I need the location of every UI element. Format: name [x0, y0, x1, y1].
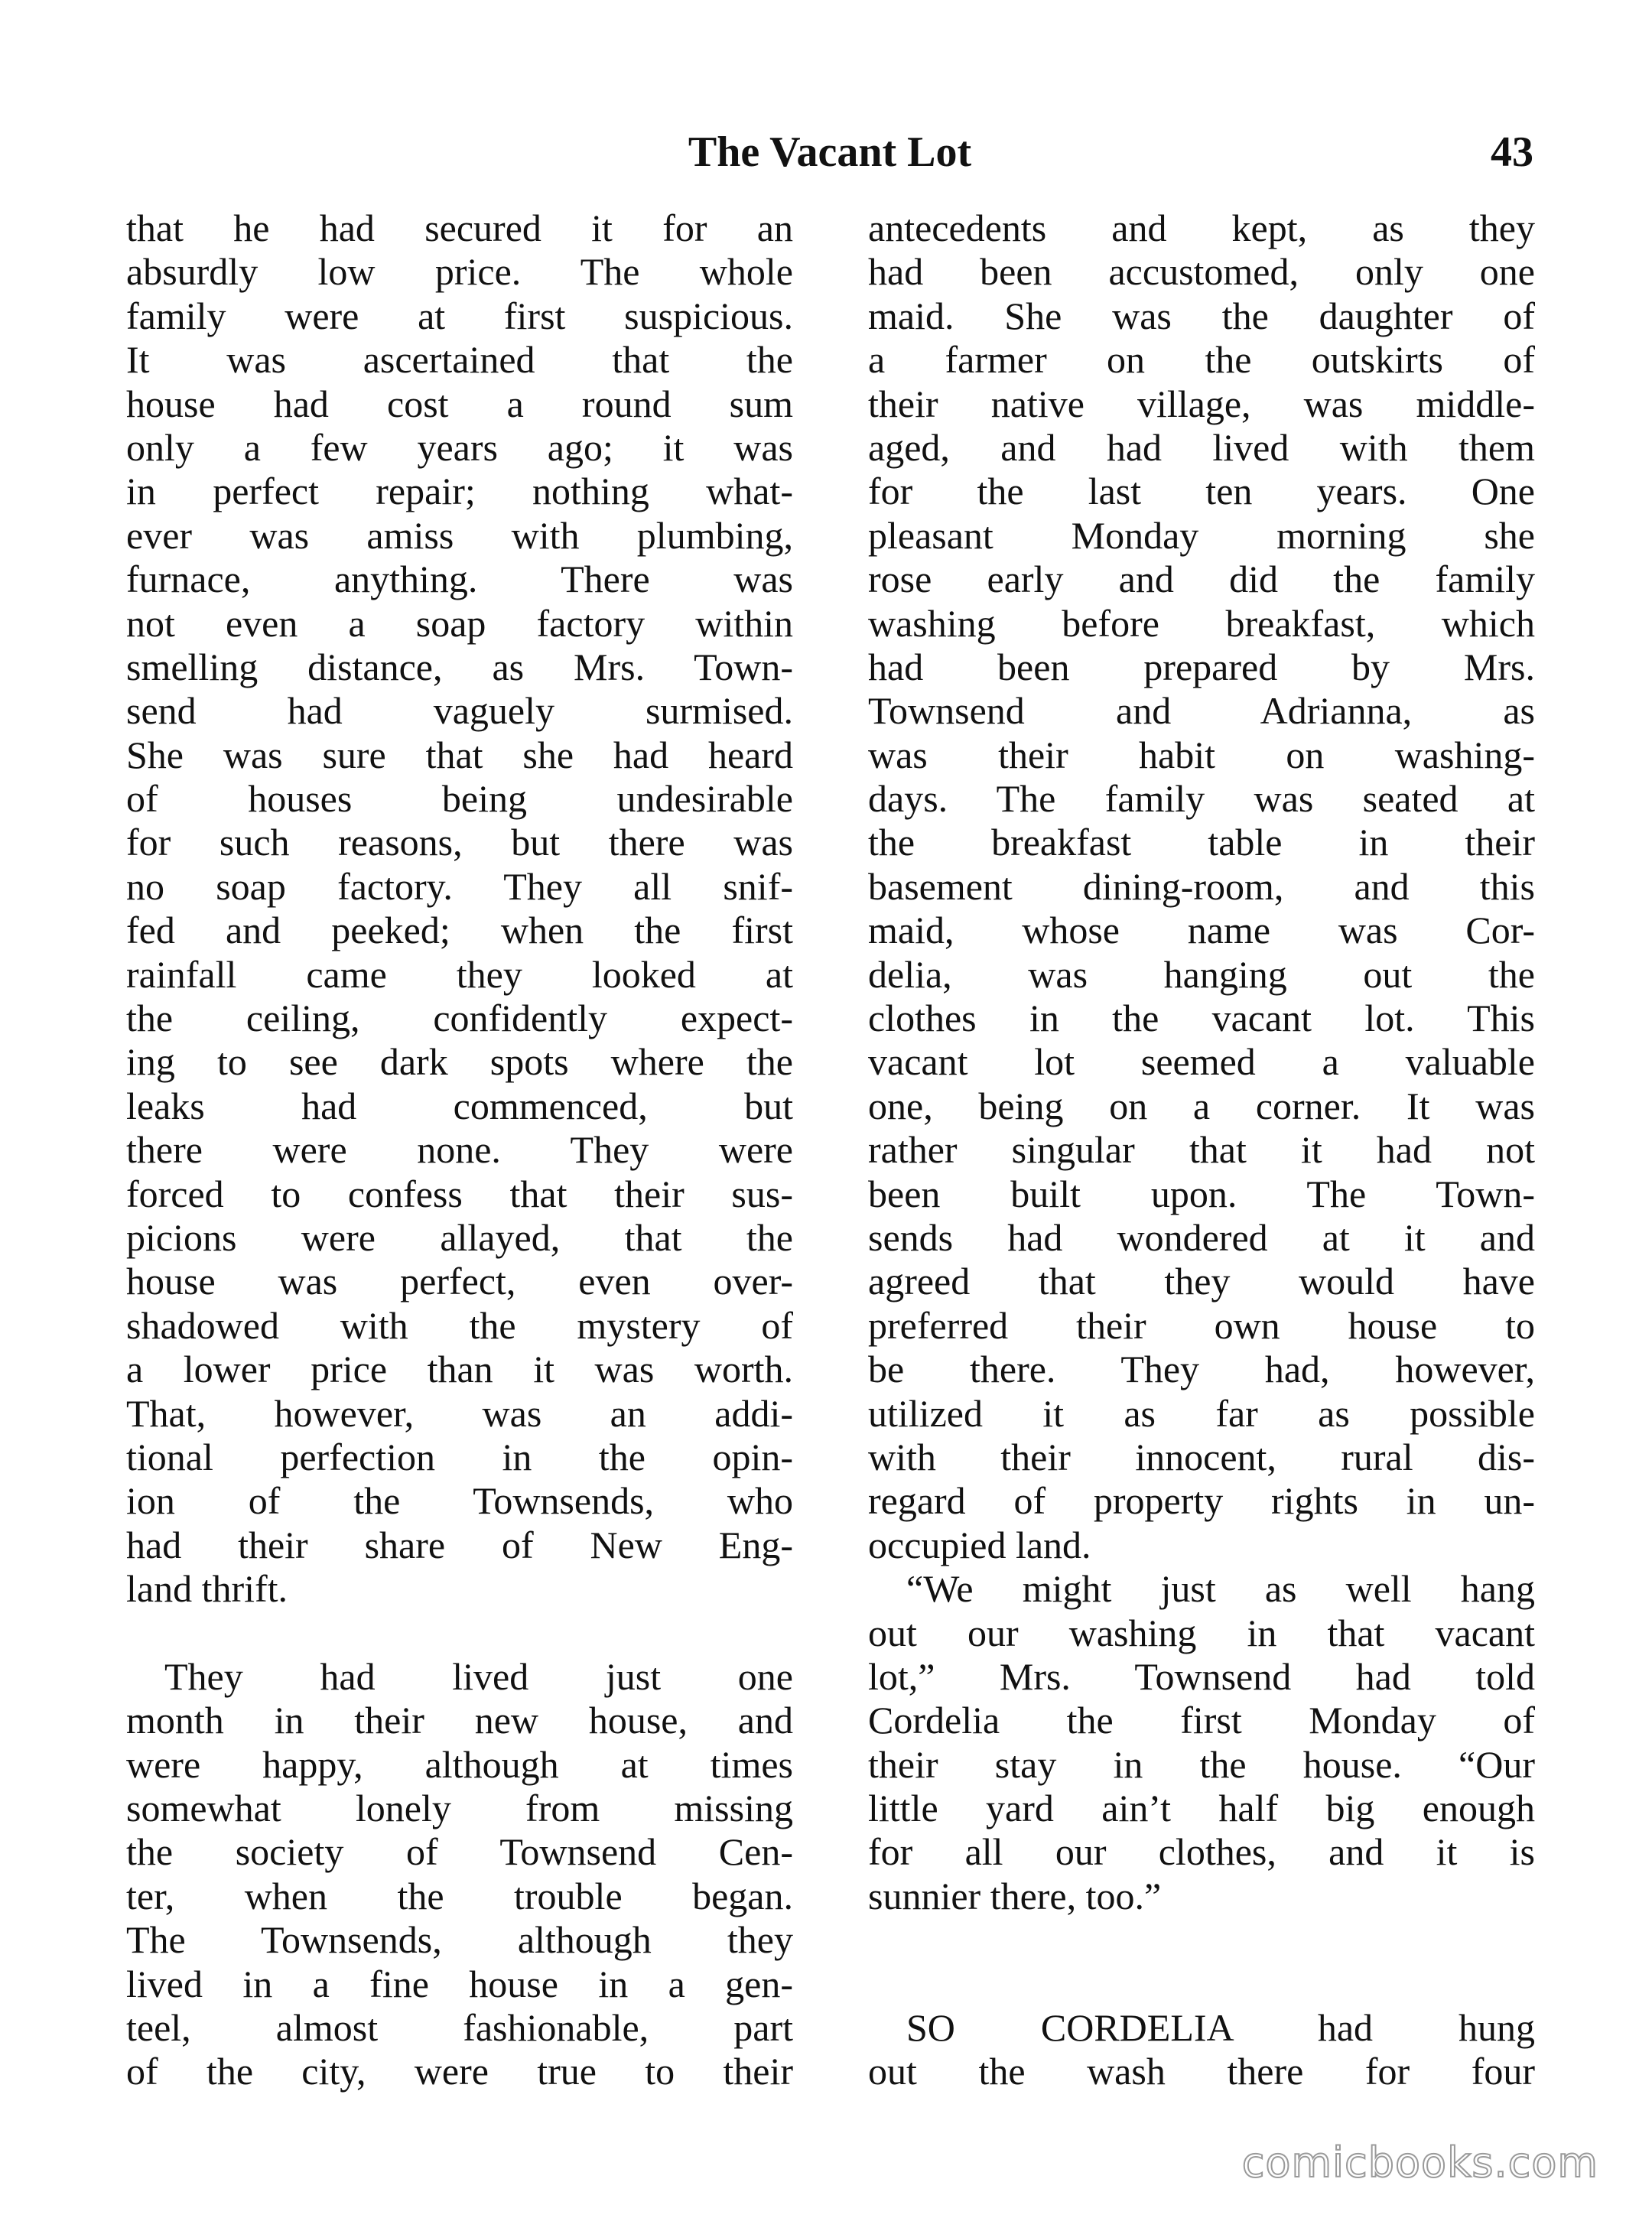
text-line: a lower price than it was worth.: [126, 1348, 793, 1391]
text-line: aged, and had lived with them: [868, 425, 1535, 469]
text-line: sends had wondered at it and: [868, 1215, 1535, 1259]
text-line: preferred their own house to: [868, 1303, 1535, 1347]
text-line: the society of Townsend Cen-: [126, 1830, 793, 1874]
text-line: clothes in the vacant lot. This: [868, 997, 1535, 1040]
text-line: teel, almost fashionable, part: [126, 2006, 793, 2050]
text-line: maid. She was the daughter of: [868, 294, 1535, 337]
page-number: 43: [1491, 128, 1533, 176]
text-line: somewhat lonely from missing: [126, 1787, 793, 1830]
text-line: ion of the Townsends, who: [126, 1479, 793, 1523]
text-line: out our washing in that vacant: [868, 1611, 1535, 1654]
text-line: They had lived just one: [164, 1654, 793, 1698]
text-line: maid, whose name was Cor-: [868, 909, 1535, 952]
text-line: the ceiling, confidently expect-: [126, 997, 793, 1040]
text-line: “We might just as well hang: [906, 1567, 1535, 1611]
text-line: rainfall came they looked at: [126, 952, 793, 996]
text-line: agreed that they would have: [868, 1260, 1535, 1303]
text-line: Townsend and Adrianna, as: [868, 689, 1535, 733]
text-line: It was ascertained that the: [126, 338, 793, 382]
text-line: were happy, although at times: [126, 1742, 793, 1786]
running-title: The Vacant Lot: [688, 128, 972, 176]
text-line: picions were allayed, that the: [126, 1215, 793, 1259]
text-line: of houses being undesirable: [126, 777, 793, 821]
text-line: send had vaguely surmised.: [126, 689, 793, 733]
text-line: there were none. They were: [126, 1128, 793, 1172]
text-line: antecedents and kept, as they: [868, 207, 1535, 249]
text-line: lived in a fine house in a gen-: [126, 1962, 793, 2005]
text-line: out the wash there for four: [868, 2050, 1535, 2093]
text-line: vacant lot seemed a valuable: [868, 1040, 1535, 1084]
text-line: rose early and did the family: [868, 558, 1535, 601]
text-line: shadowed with the mystery of: [126, 1303, 793, 1347]
text-line: had their share of New Eng-: [126, 1523, 793, 1566]
text-line: for such reasons, but there was: [126, 821, 793, 864]
text-line: was their habit on washing-: [868, 733, 1535, 776]
text-line: absurdly low price. The whole: [126, 250, 793, 294]
text-line: month in their new house, and: [126, 1699, 793, 1742]
paragraph-gap: [126, 1611, 793, 1655]
text-line: only a few years ago; it was: [126, 425, 793, 469]
text-line: for the last ten years. One: [868, 470, 1535, 513]
text-line: rather singular that it had not: [868, 1128, 1535, 1172]
text-line: The Townsends, although they: [126, 1918, 793, 1962]
text-line: house was perfect, even over-: [126, 1260, 793, 1303]
text-line: pleasant Monday morning she: [868, 513, 1535, 557]
text-line: furnace, anything. There was: [126, 558, 793, 601]
text-line: for all our clothes, and it is: [868, 1830, 1535, 1874]
text-line: basement dining-room, and this: [868, 864, 1535, 908]
text-line: SO CORDELIA had hung: [906, 2006, 1535, 2050]
text-line: forced to confess that their sus-: [126, 1172, 793, 1215]
text-line: tional perfection in the opin-: [126, 1435, 793, 1478]
section-gap: [868, 1918, 1535, 2006]
text-line: had been prepared by Mrs.: [868, 645, 1535, 688]
text-line: Cordelia the first Monday of: [868, 1699, 1535, 1742]
text-line: not even a soap factory within: [126, 601, 793, 645]
text-line: regard of property rights in un-: [868, 1479, 1535, 1523]
text-line: ing to see dark spots where the: [126, 1040, 793, 1084]
text-line: one, being on a corner. It was: [868, 1084, 1535, 1127]
text-line: their native village, was middle-: [868, 382, 1535, 425]
text-line: no soap factory. They all snif-: [126, 864, 793, 908]
right-text-column: [868, 207, 1535, 2094]
text-line: smelling distance, as Mrs. Town-: [126, 645, 793, 688]
text-line: been built upon. The Town-: [868, 1172, 1535, 1215]
text-line: sunnier there, too.”: [868, 1874, 1162, 1917]
text-line: days. The family was seated at: [868, 777, 1535, 821]
text-line: ever was amiss with plumbing,: [126, 513, 793, 557]
text-line: utilized it as far as possible: [868, 1391, 1535, 1435]
text-line: lot,” Mrs. Townsend had told: [868, 1654, 1535, 1698]
text-line: with their innocent, rural dis-: [868, 1435, 1535, 1478]
text-line: leaks had commenced, but: [126, 1084, 793, 1127]
text-line: fed and peeked; when the first: [126, 909, 793, 952]
text-line: family were at first suspicious.: [126, 294, 793, 337]
text-line: had been accustomed, only one: [868, 250, 1535, 294]
site-watermark: comicbooks.com: [1241, 2138, 1598, 2187]
text-line: That, however, was an addi-: [126, 1391, 793, 1435]
text-line: the breakfast table in their: [868, 821, 1535, 864]
text-line: of the city, were true to their: [126, 2050, 793, 2093]
text-line: little yard ain’t half big enough: [868, 1787, 1535, 1830]
text-line: their stay in the house. “Our: [868, 1742, 1535, 1786]
text-line: ter, when the trouble began.: [126, 1874, 793, 1917]
text-line: a farmer on the outskirts of: [868, 338, 1535, 382]
text-line: land thrift.: [126, 1567, 288, 1611]
text-line: washing before breakfast, which: [868, 601, 1535, 645]
running-header: [126, 125, 1533, 179]
left-text-column: [126, 207, 793, 2094]
text-line: house had cost a round sum: [126, 382, 793, 425]
text-line: delia, was hanging out the: [868, 952, 1535, 996]
text-line: She was sure that she had heard: [126, 733, 793, 776]
text-line: in perfect repair; nothing what-: [126, 470, 793, 513]
text-line: occupied land.: [868, 1523, 1091, 1566]
text-line: that he had secured it for an: [126, 207, 793, 249]
text-line: be there. They had, however,: [868, 1348, 1535, 1391]
